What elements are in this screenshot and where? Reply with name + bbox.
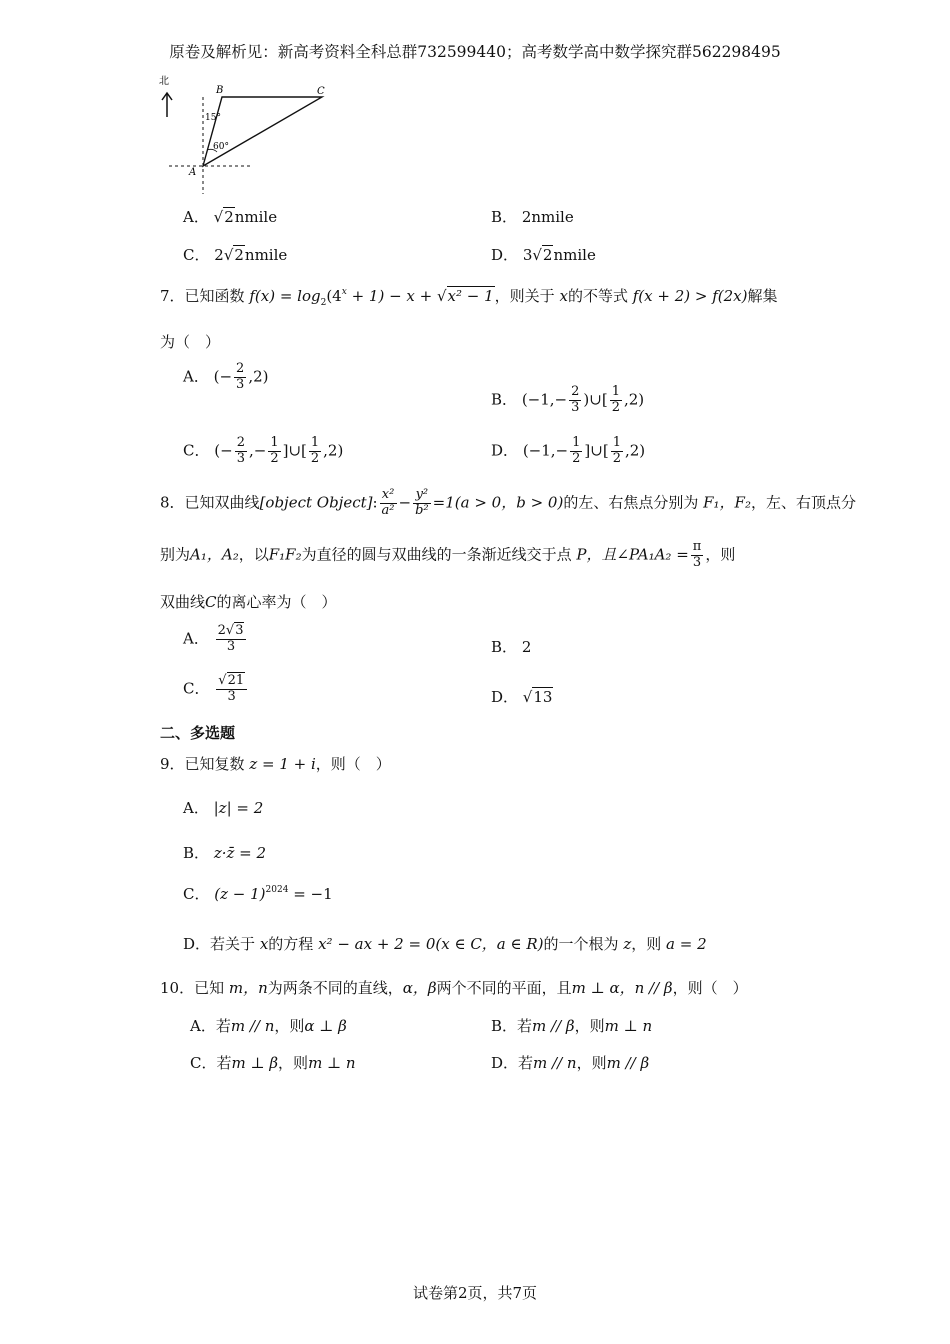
option-letter: A． [183,629,209,648]
option-letter: D． [491,688,519,706]
numerator: π [692,539,702,554]
option-letter: A． [190,1017,216,1035]
q9-stem [160,753,391,774]
math: x [259,935,269,953]
math: z = 1 + i [249,755,316,773]
q6-option-d[interactable]: D． 3√2nmile [491,246,596,264]
q8-stem-line2 [160,540,735,571]
q9-option-d[interactable] [183,933,707,954]
option-text: 2nmile [521,208,574,226]
math: f(x) = log [249,287,321,305]
q6-option-c[interactable]: C． 2√2nmile [183,246,288,264]
math: ]∪[ [584,441,609,460]
q10-option-c[interactable] [190,1052,356,1073]
q9-option-b[interactable] [183,842,266,863]
fraction [610,385,622,416]
option-letter: A． [183,367,209,386]
stem-text: 若关于 [210,935,256,953]
stem-text: ，则 [274,1017,305,1035]
option-letter: A． [183,799,209,817]
math: F₁，F₂ [703,493,751,512]
stem-text: 为两条不同的直线， [267,979,403,997]
fraction [569,385,581,416]
math: : [372,493,378,512]
math: z [623,935,632,953]
fraction [611,436,623,467]
radicand: x² − 1 [447,287,494,305]
page-footer: 试卷第2页，共7页 [412,1284,538,1302]
math: (z − 1) [214,885,266,903]
stem-text: ，则关于 [494,287,555,305]
math: f(x + 2) > f(2x) [632,287,748,305]
fraction: $\frac{2√3}{3}$ [216,624,247,655]
option-letter: B． [491,208,518,226]
math: m // β [532,1017,575,1035]
math: m ⊥ n [308,1054,356,1072]
coef: 2 [214,246,224,264]
option-letter: B． [491,638,518,656]
numerator: 1 [612,435,621,450]
stem-text: ，则（ ） [315,755,391,773]
stem-text: 两个不同的平面，且 [436,979,572,997]
stem-text: ，则 [574,1017,605,1035]
stem-text: 别为 [160,545,191,564]
denominator: 2 [270,450,279,466]
math: x² − ax + 2 = 0(x ∈ C，a ∈ R) [318,935,544,953]
option-letter: B． [491,390,518,409]
math: m，n [228,979,268,997]
fraction [234,362,246,393]
fraction [570,436,582,467]
numerator: 2 [236,435,245,450]
q7-option-b[interactable] [491,385,644,416]
stem-text: 双曲线 [160,593,206,611]
stem-text: ，左、右顶点分 [750,493,856,512]
numerator: 1 [310,435,320,450]
option-letter: C． [190,1054,217,1072]
math: z·z̄ = 2 [213,844,267,862]
stem-text: 的左、右焦点分别为 [563,493,699,512]
math: m // n [533,1054,577,1072]
math: (−1,− [522,441,569,460]
math: ,2) [323,441,344,460]
stem-text: 的一个根为 [543,935,619,953]
stem-text: 若 [215,1017,231,1035]
q9-option-a[interactable] [183,797,263,818]
option-letter: B． [491,1017,518,1035]
math: P [576,545,587,564]
point-c-label: C [317,86,325,97]
stem-text: 解集 [747,287,778,305]
math: =1(a > 0，b > 0) [432,493,564,512]
stem-text: 已知 [194,979,225,997]
question-number: 8． [160,493,185,512]
math: = −1 [288,885,333,903]
stem-text: 若 [517,1017,533,1035]
numerator: 1 [270,435,279,450]
fraction [268,436,280,467]
stem-text: 已知双曲线 [184,493,260,512]
fraction [309,436,321,467]
option-letter: C． [183,679,210,698]
coef: 3 [522,246,533,264]
q10-option-d[interactable] [491,1052,649,1073]
radicand: 13 [533,688,553,706]
math: ]∪[ [282,441,307,460]
denominator: 3 [236,450,245,466]
math: (−1,− [521,390,568,409]
denominator: a² [381,502,395,518]
denominator: 2 [612,450,621,466]
math: − [398,493,412,512]
fraction [235,436,247,467]
option-letter: B． [183,844,210,862]
option-letter: C． [183,246,210,264]
stem-text: ，则 [631,935,662,953]
math: (4 [326,287,342,305]
radicand: 2 [234,246,244,264]
math: m ⊥ β [231,1054,279,1072]
math: A₁，A₂ [190,545,239,564]
stem-text: ，则（ ） [672,979,748,997]
option-letter: D． [183,935,211,953]
numerator: 2 [571,384,580,399]
stem-text: 已知复数 [184,755,245,773]
question-number: 10． [160,979,195,997]
q10-stem [160,977,748,998]
stem-text: ，以 [238,545,269,564]
q10-option-a[interactable] [190,1015,347,1036]
stem-text: 的不等式 [567,287,628,305]
stem-text: ，则 [576,1054,607,1072]
denominator: 2 [572,450,581,466]
unit: nmile [234,208,278,226]
denominator: 3 [226,638,236,654]
q7-option-c[interactable] [183,436,343,467]
stem-text: 若 [216,1054,232,1072]
stem-text: 若 [518,1054,534,1072]
math: α ⊥ β [304,1017,347,1035]
point-a-label: A [189,167,197,178]
q7-option-a[interactable] [183,362,269,393]
q6-option-a[interactable]: A． √2nmile [183,208,278,226]
q8-option-b[interactable] [491,636,531,657]
denominator: 3 [227,688,236,704]
option-letter: D． [491,1054,519,1072]
q8-stem-line3 [160,591,337,612]
fraction: $\frac{√21}{3}$ [216,674,247,705]
section-heading: 二、多选题 [160,724,236,742]
numerator: 1 [611,384,620,399]
point-b-label: B [216,85,224,96]
math: ,− [248,441,267,460]
math: C [205,593,217,611]
math: m ⊥ n [604,1017,653,1035]
math: m ⊥ α，n // β [571,979,673,997]
math: (− [214,441,233,460]
angle-15-label: 15° [205,113,221,123]
option-letter: C． [183,441,210,460]
radicand: 21 [227,673,245,688]
q7-option-d[interactable] [491,436,645,467]
coef: 2 [217,623,226,638]
option-letter: D． [491,441,519,460]
q10-option-b[interactable] [491,1015,652,1036]
math: ,2) [248,367,269,386]
math: )∪[ [583,390,608,409]
radicand: 3 [235,623,244,638]
unit: nmile [553,246,596,264]
q6-option-b[interactable] [491,206,574,227]
numerator: x² [380,488,397,504]
radicand: 2 [542,246,553,264]
q7-stem: 7．已知函数 $f(x) = \log_2(4^x + 1) - x + √x^2 - 1$，则关于 x的不等式 f(x + 2) > f(2x)解集 [160,287,778,308]
math: + 1) − x + [346,287,437,305]
question-number: 9． [160,755,185,773]
numerator: 1 [572,435,581,450]
angle-60-label: 60° [213,142,229,152]
math: m // β [606,1054,650,1072]
navigation-diagram [155,72,355,197]
q9-option-c[interactable] [183,883,333,904]
exponent: x [341,287,347,297]
stem-text: ，则 [278,1054,309,1072]
option-letter: C． [183,885,210,903]
denominator: 3 [571,399,580,415]
math: |z| = 2 [213,799,264,817]
numerator: 2 [236,361,245,376]
math: x [559,287,568,305]
question-number: 7． [160,287,185,305]
unit: nmile [244,246,288,264]
q8-option-a[interactable] [183,624,248,655]
option-letter: D． [491,246,519,264]
q8-stem [160,488,856,519]
fraction [413,488,431,519]
exponent: 2024 [265,885,289,895]
option-text: 2 [521,638,532,656]
stem-text: ，则 [705,545,736,564]
math: ，且∠PA₁A₂ = [586,545,689,564]
math: α，β [402,979,437,997]
north-label: 北 [159,76,169,87]
numerator: y² [413,488,431,504]
math: ,2) [623,390,645,409]
q7-stem-line2: 为（ ） [160,333,221,351]
denominator: 2 [611,399,620,415]
denominator: 3 [236,376,245,392]
denominator: 3 [692,554,702,570]
stem-text: 为直径的圆与双曲线的一条渐近线交于点 [301,545,572,564]
denominator: b² [415,502,429,518]
math: ,2) [624,441,646,460]
option-letter: A． [183,208,209,226]
q8-option-d[interactable]: D． √13 [491,688,553,706]
page-header: 原卷及解析见：新高考资料全科总群732599440；高考数学高中数学探究群562298495 [169,43,781,61]
math: (− [213,367,233,386]
denominator: 2 [310,450,320,466]
stem-text: 已知函数 [184,287,245,305]
stem-text: 的方程 [268,935,314,953]
fraction [691,540,704,571]
log-base: 2 [320,298,327,308]
q8-option-c[interactable] [183,674,249,705]
radicand: 2 [224,208,234,226]
math: m // n [230,1017,275,1035]
fraction [380,488,397,519]
math: F₁F₂ [268,545,302,564]
math: [object Object] [259,493,373,512]
triangle-abc [203,97,322,166]
stem-text: 的离心率为（ ） [216,593,337,611]
math: a = 2 [666,935,707,953]
